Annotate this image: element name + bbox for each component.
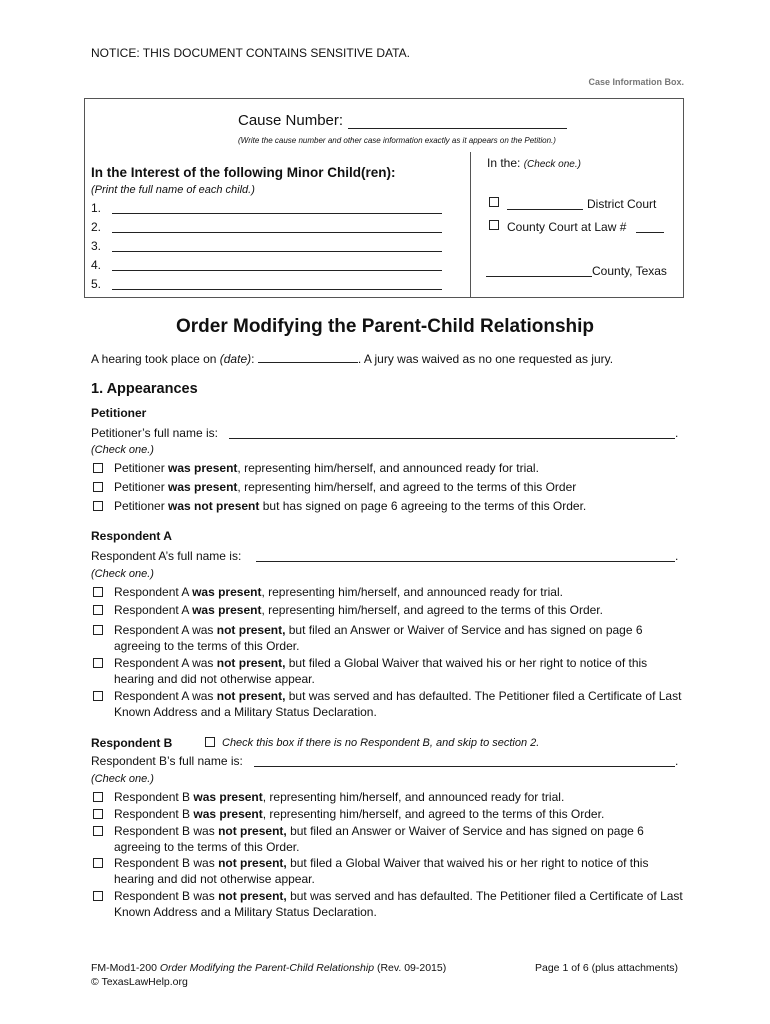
hearing-date-field[interactable] xyxy=(258,352,358,363)
respondent-a-option-label: Respondent A was not present, but filed an Answer or Waiver of Service and has signed on page 6 agreeing to the terms of this Order. xyxy=(114,623,643,653)
respondent-b-check-one: (Check one.) xyxy=(91,773,154,785)
district-court-checkbox[interactable] xyxy=(489,197,499,207)
child-number-1: 1. xyxy=(91,201,102,215)
respondent-b-option-label: Respondent B was present, representing him/herself, and agreed to the terms of this Order. xyxy=(114,807,605,821)
petitioner-check-one: (Check one.) xyxy=(91,444,154,456)
respondent-b-heading: Respondent B xyxy=(91,736,173,750)
respondent-a-option-checkbox[interactable] xyxy=(93,658,103,668)
minor-children-heading: In the Interest of the following Minor Child(ren): xyxy=(91,165,396,180)
print-names-hint: (Print the full name of each child.) xyxy=(91,184,255,196)
respondent-b-option-label: Respondent B was not present, but filed a Global Waiver that waived his or her right to notice of this hearing and did not otherwise appear. xyxy=(114,856,649,886)
child-name-field-1[interactable] xyxy=(112,213,442,214)
petitioner-name-period: . xyxy=(675,426,679,440)
child-name-field-3[interactable] xyxy=(112,251,442,252)
respondent-b-name-label: Respondent B’s full name is: xyxy=(91,754,243,768)
county-court-label: County Court at Law # xyxy=(507,220,627,234)
cause-number-field[interactable] xyxy=(348,128,567,129)
respondent-a-option-checkbox[interactable] xyxy=(93,605,103,615)
county-court-number-field[interactable] xyxy=(636,232,664,233)
county-name-field[interactable] xyxy=(486,276,592,277)
respondent-b-name-period: . xyxy=(675,754,679,768)
respondent-b-option-checkbox[interactable] xyxy=(93,809,103,819)
respondent-b-name-field[interactable] xyxy=(254,766,675,767)
petitioner-option-label: Petitioner was not present but has signed on page 6 agreeing to the terms of this Order. xyxy=(114,499,587,513)
footer-page-number: Page 1 of 6 (plus attachments) xyxy=(535,962,678,974)
child-name-field-4[interactable] xyxy=(112,270,442,271)
petitioner-option-checkbox[interactable] xyxy=(93,482,103,492)
footer-form-id: FM-Mod1-200 Order Modifying the Parent-Child Relationship (Rev. 09-2015) xyxy=(91,962,447,974)
respondent-a-heading: Respondent A xyxy=(91,529,172,543)
petitioner-option-checkbox[interactable] xyxy=(93,463,103,473)
child-number-5: 5. xyxy=(91,277,102,291)
district-court-number-field[interactable] xyxy=(507,209,583,210)
petitioner-option-checkbox[interactable] xyxy=(93,501,103,511)
child-number-4: 4. xyxy=(91,258,102,272)
respondent-b-option-checkbox[interactable] xyxy=(93,826,103,836)
respondent-a-check-one: (Check one.) xyxy=(91,568,154,580)
child-number-3: 3. xyxy=(91,239,102,253)
respondent-a-name-label: Respondent A’s full name is: xyxy=(91,549,242,563)
respondent-b-option-label: Respondent B was not present, but filed an Answer or Waiver of Service and has signed on page 6 agreeing to the terms of this Order. xyxy=(114,824,644,854)
in-the-check-one: (Check one.) xyxy=(523,159,581,170)
petitioner-option-label: Petitioner was present, representing him/herself, and agreed to the terms of this Order xyxy=(114,480,577,494)
respondent-a-option-label: Respondent A was present, representing him/herself, and agreed to the terms of this Order. xyxy=(114,603,603,617)
respondent-a-option-checkbox[interactable] xyxy=(93,587,103,597)
respondent-b-option-label: Respondent B was not present, but was served and has defaulted. The Petitioner filed a Certificate of Last Known Address and a Military Status Declaration. xyxy=(114,889,683,919)
county-court-checkbox[interactable] xyxy=(489,220,499,230)
footer-copyright: © TexasLawHelp.org xyxy=(91,976,188,988)
respondent-b-option-checkbox[interactable] xyxy=(93,792,103,802)
county-texas-label: County, Texas xyxy=(592,264,667,278)
child-number-2: 2. xyxy=(91,220,102,234)
respondent-a-option-checkbox[interactable] xyxy=(93,691,103,701)
petitioner-name-label: Petitioner’s full name is: xyxy=(91,426,218,440)
hearing-line: A hearing took place on (date): . A jury was waived as no one requested as jury. xyxy=(91,352,614,366)
child-name-field-5[interactable] xyxy=(112,289,442,290)
respondent-a-name-period: . xyxy=(675,549,679,563)
petitioner-heading: Petitioner xyxy=(91,406,147,420)
document-title: Order Modifying the Parent-Child Relationship xyxy=(175,316,595,337)
respondent-b-option-label: Respondent B was present, representing him/herself, and announced ready for trial. xyxy=(114,790,565,804)
case-box-divider xyxy=(470,152,471,297)
district-court-label: District Court xyxy=(587,197,657,211)
respondent-a-option-label: Respondent A was not present, but was served and has defaulted. The Petitioner filed a Certificate of Last Known Address and a Military Status Declaration. xyxy=(114,689,682,719)
respondent-b-option-checkbox[interactable] xyxy=(93,891,103,901)
respondent-a-name-field[interactable] xyxy=(256,561,675,562)
respondent-a-option-label: Respondent A was present, representing him/herself, and announced ready for trial. xyxy=(114,585,563,599)
cause-number-hint: (Write the cause number and other case information exactly as it appears on the Petition.) xyxy=(238,136,556,145)
petitioner-name-field[interactable] xyxy=(229,438,675,439)
petitioner-option-label: Petitioner was present, representing him/herself, and announced ready for trial. xyxy=(114,461,539,475)
section-1-heading: 1. Appearances xyxy=(91,381,198,397)
respondent-a-option-label: Respondent A was not present, but filed a Global Waiver that waived his or her right to notice of this hearing and did not otherwise appear. xyxy=(114,656,648,686)
cause-number-label: Cause Number: xyxy=(238,112,344,129)
sensitive-notice: NOTICE: THIS DOCUMENT CONTAINS SENSITIVE DATA. xyxy=(91,46,410,60)
no-respondent-b-checkbox[interactable] xyxy=(205,737,215,747)
no-respondent-b-note: Check this box if there is no Respondent B, and skip to section 2. xyxy=(222,737,540,749)
respondent-a-option-checkbox[interactable] xyxy=(93,625,103,635)
in-the-label: In the: (Check one.) xyxy=(487,156,581,170)
case-box-label: Case Information Box. xyxy=(588,77,684,87)
child-name-field-2[interactable] xyxy=(112,232,442,233)
respondent-b-option-checkbox[interactable] xyxy=(93,858,103,868)
